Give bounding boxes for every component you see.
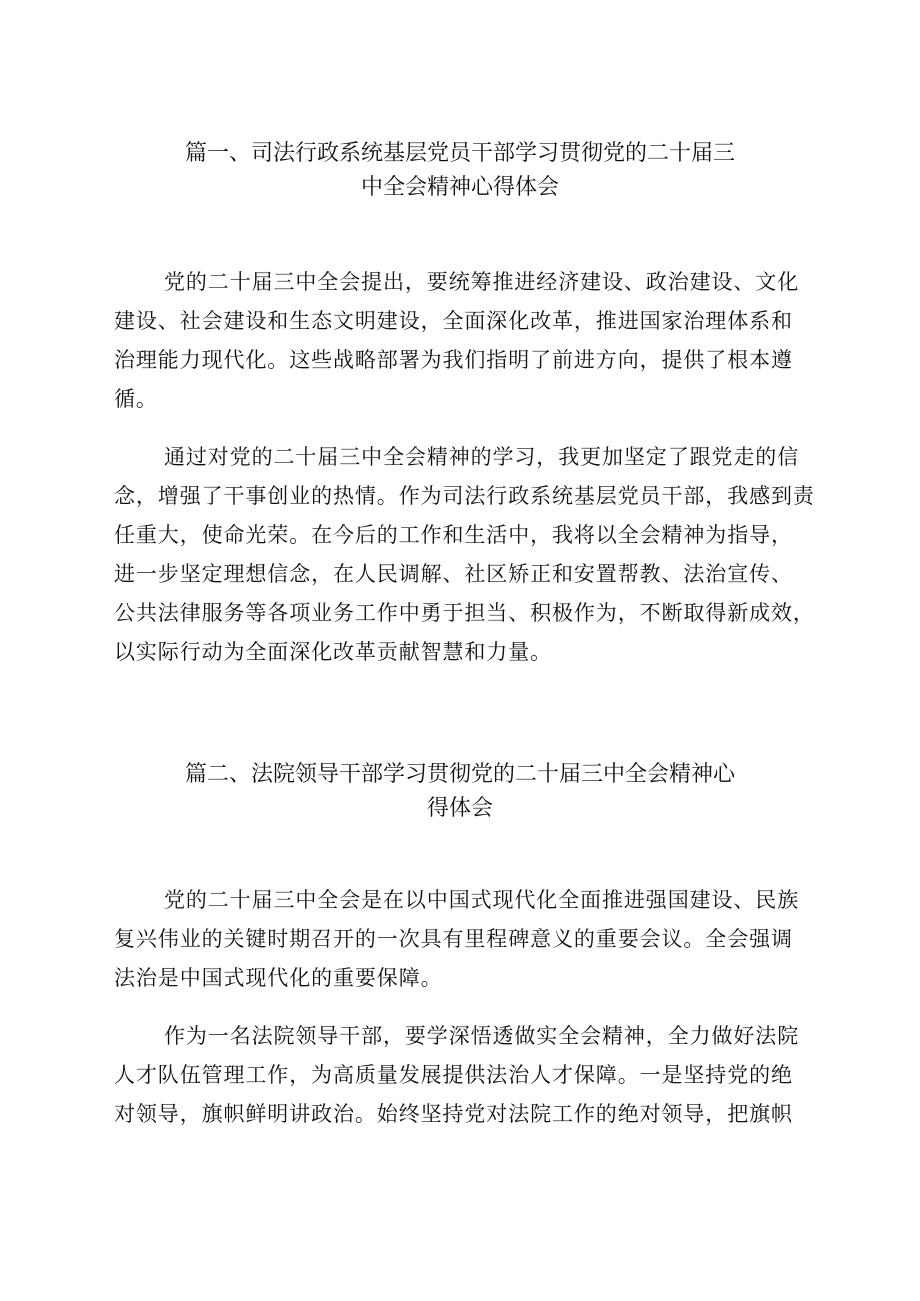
paragraph-line: 法治是中国式现代化的重要保障。: [114, 966, 443, 990]
paragraph-line: 念，增强了干事创业的热情。作为司法行政系统基层党员干部，我感到责: [114, 484, 815, 508]
paragraph-line: 作为一名法院领导干部，要学深悟透做实全会精神，全力做好法院: [164, 1024, 800, 1048]
section1-paragraph-2: [114, 438, 844, 672]
section1-title: [0, 137, 920, 205]
section1-title-line: 中全会精神心得体会: [360, 175, 559, 200]
paragraph-line: 进一步坚定理想信念，在人民调解、社区矫正和安置帮教、法治宣传、: [114, 562, 793, 586]
section2-title-line: 篇二、法院领导干部学习贯彻党的二十届三中全会精神心: [184, 762, 735, 787]
section1-title-line: 篇一、司法行政系统基层党员干部学习贯彻党的二十届三: [184, 141, 735, 166]
paragraph-line: 治理能力现代化。这些战略部署为我们指明了前进方向，提供了根本遵: [114, 348, 793, 372]
paragraph-line: 公共法律服务等各项业务工作中勇于担当、积极作为，不断取得新成效，: [114, 601, 815, 625]
paragraph-line: 建设、社会建设和生态文明建设，全面深化改革，推进国家治理体系和: [114, 309, 793, 333]
section1-paragraph-1: [114, 263, 844, 419]
paragraph-line: 对领导，旗帜鲜明讲政治。始终坚持党对法院工作的绝对领导，把旗帜: [114, 1102, 793, 1126]
paragraph-line: 人才队伍管理工作，为高质量发展提供法治人才保障。一是坚持党的绝: [114, 1063, 793, 1087]
section2-title: [0, 758, 920, 826]
section2-title-line: 得体会: [426, 796, 493, 821]
section2-paragraph-2: [114, 1017, 844, 1134]
paragraph-line: 任重大，使命光荣。在今后的工作和生活中，我将以全会精神为指导，: [114, 523, 793, 547]
paragraph-line: 党的二十届三中全会提出，要统筹推进经济建设、政治建设、文化: [164, 270, 800, 294]
paragraph-line: 循。: [114, 387, 158, 411]
paragraph-line: 通过对党的二十届三中全会精神的学习，我更加坚定了跟党走的信: [164, 445, 800, 469]
paragraph-line: 复兴伟业的关键时期召开的一次具有里程碑意义的重要会议。全会强调: [114, 927, 793, 951]
section2-paragraph-1: [114, 881, 844, 998]
paragraph-line: 以实际行动为全面深化改革贡献智慧和力量。: [114, 640, 552, 664]
paragraph-line: 党的二十届三中全会是在以中国式现代化全面推进强国建设、民族: [164, 888, 800, 912]
